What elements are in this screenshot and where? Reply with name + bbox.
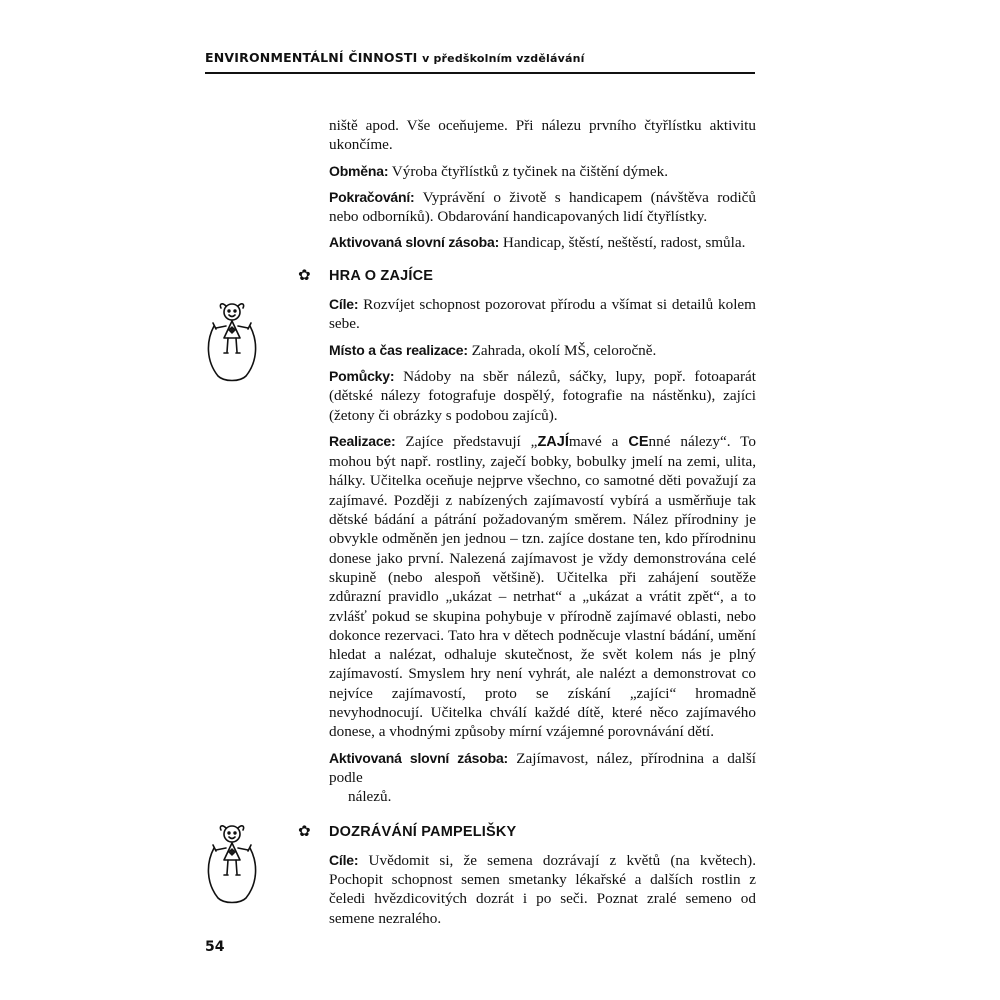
section-heading-text: DOZRÁVÁNÍ PAMPELIŠKY: [329, 823, 517, 840]
goals-text: Uvědomit si, že semena dozrávají z květů (na květech). Pochopit schopnost semen smetanky lékařské a dalších rostlin z čeledi hvězdicovitých dozrát i po seči. Poznat zralé semeno od semene nezralého.: [329, 851, 756, 927]
variant-paragraph: [329, 162, 756, 181]
aids-text: Nádoby na sběr nálezů, sáčky, lupy, popř. fotoaparát (dětské nálezy fotografuje dospělý, fotografie na nástěnku), zajíci (žetony či obrázky s podobou zajíců).: [329, 367, 756, 424]
girl-jumping-rope-icon: [204, 818, 260, 908]
header-title: [205, 50, 755, 65]
aids-label: Pomůcky:: [329, 367, 395, 384]
realization-emphasis-2: CE: [628, 433, 649, 450]
place-time-paragraph: [329, 341, 756, 360]
continuation-text: Vyprávění o životě s handicapem (návštěva rodičů nebo odborníků). Obdarování handicapovaných lidí čtyřlístky.: [329, 188, 756, 226]
girl-jumping-rope-icon: [204, 296, 260, 386]
goals-label: Cíle:: [329, 851, 359, 868]
realization-emphasis-1: ZAJÍ: [537, 433, 569, 450]
vocabulary-text: Zajímavost, nález, přírodnina a další podle: [329, 749, 756, 786]
continuation-label: Pokračování:: [329, 188, 415, 205]
flower-bullet-icon: ✿: [298, 265, 311, 284]
flower-bullet-icon: ✿: [298, 821, 311, 840]
place-time-label: Místo a čas realizace:: [329, 341, 468, 358]
variant-label: Obměna:: [329, 162, 389, 179]
header-rule: [205, 72, 755, 74]
page-number: 54: [205, 939, 225, 955]
vocabulary-paragraph: [329, 233, 756, 252]
realization-text-3: nné nálezy“. To mohou být např. rostliny, zaječí bobky, bobulky jmelí na zemi, ulita, hálky. Učitelka oceňuje nejprve všechno, co samotné děti považují za zajímavé. Později z nabízených zajímavostí vybírá a usměrňuje tak dětské bádání a pátrání požadovaným směrem. Nález přírodniny je obvykle odměněn jen jednou – tzn. zajíce dostane ten, kdo přírodninu donese jako první. Nalezená zajímavost je vždy demonstrována celé skupině (nebo alespoň většině). Učitelka při zahájení soutěže zdůrazní pravidlo „ukázat – netrhat“ a „ukázat a vrátit zpět“, a to zvlášť pokud se skupina pohybuje v přírodně zajímavé oblasti, nebo dokonce rezervaci. Tato hra v dětech podněcuje vlastní bádání, umění hledat a nalézat, odhaluje skutečnost, že svět kolem nás je plný zajímavostí. Smyslem hry není vyhrát, ale nalézt a demonstrovat co nejvíce zajímavostí, proto se získání „zajíci“ hromadně nevyhodnocují. Učitelka chválí každé dítě, které něco zajímavého donese, a vhodnými způsoby mírní vzájemné porovnávání dětí.: [329, 432, 756, 741]
section-heading-text: HRA O ZAJÍCE: [329, 267, 434, 284]
goals-paragraph: [329, 851, 756, 928]
place-time-text: Zahrada, okolí MŠ, celoročně.: [467, 341, 657, 359]
intro-text: niště apod. Vše oceňujeme. Při nálezu prvního čtyřlístku aktivitu ukončíme.: [329, 117, 756, 154]
section-heading: [298, 265, 756, 286]
realization-text-1: Zajíce představují „: [395, 432, 538, 450]
continuation-paragraph: [329, 188, 756, 227]
variant-text: Výroba čtyřlístků z tyčinek na čištění dýmek.: [388, 162, 669, 180]
realization-paragraph: [329, 432, 756, 742]
intro-paragraph: [329, 116, 756, 155]
realization-label: Realizace:: [329, 432, 396, 449]
header-title-sub: v předškolním vzdělávání: [422, 52, 585, 65]
realization-text-2: mavé a: [568, 432, 629, 450]
header-title-main: ENVIRONMENTÁLNÍ ČINNOSTI: [205, 50, 418, 65]
goals-text: Rozvíjet schopnost pozorovat přírodu a všímat si detailů kolem sebe.: [329, 296, 756, 333]
vocabulary-paragraph: [329, 749, 756, 807]
vocabulary-text: Handicap, štěstí, neštěstí, radost, smůla.: [499, 234, 746, 252]
running-header: [205, 50, 755, 65]
page-body: [298, 116, 756, 935]
vocabulary-label: Aktivovaná slovní zásoba:: [329, 234, 500, 251]
vocabulary-text-continued: nálezů.: [348, 788, 392, 806]
goals-label: Cíle:: [329, 296, 359, 313]
vocabulary-label: Aktivovaná slovní zásoba:: [329, 749, 508, 766]
section-heading: [298, 821, 756, 842]
aids-paragraph: [329, 367, 756, 425]
goals-paragraph: [329, 295, 756, 334]
